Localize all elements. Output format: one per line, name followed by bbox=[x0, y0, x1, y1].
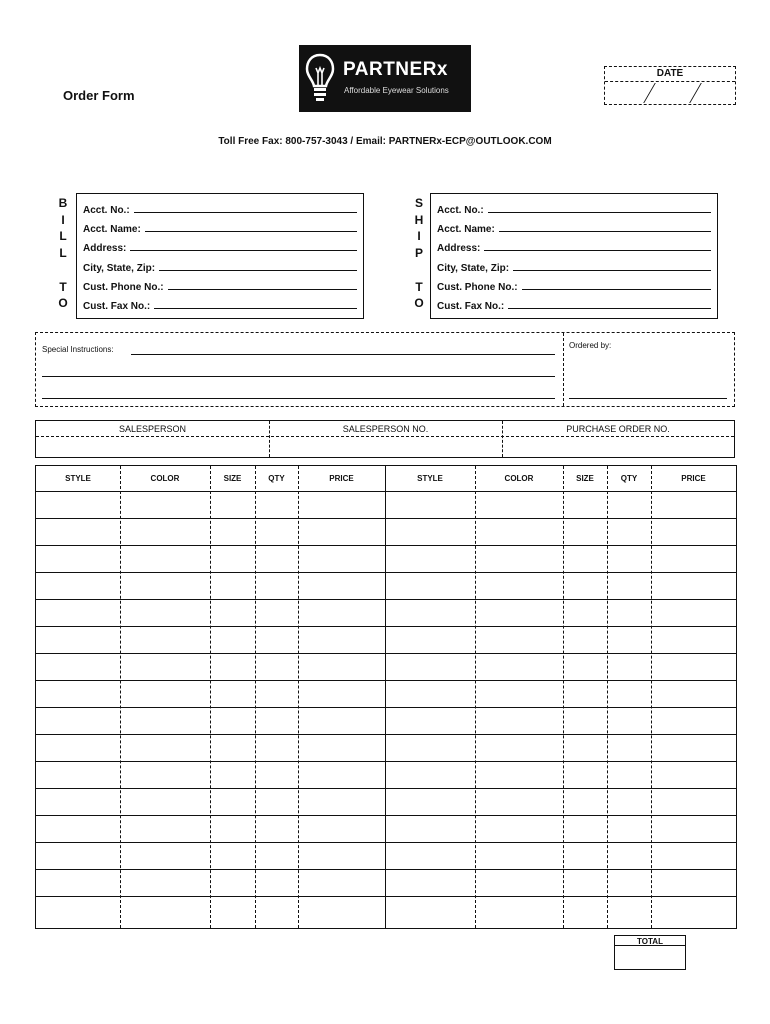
column-divider bbox=[607, 466, 608, 928]
column-divider bbox=[120, 466, 121, 928]
salesperson-col-divider-1 bbox=[269, 421, 270, 457]
ship-acct-no-field[interactable]: Acct. No.: bbox=[437, 198, 711, 216]
date-box[interactable] bbox=[604, 66, 736, 105]
form-title: Order Form bbox=[63, 88, 135, 103]
column-divider bbox=[563, 466, 564, 928]
special-instructions-label: Special Instructions: bbox=[42, 345, 114, 354]
salesperson-header: SALESPERSON bbox=[118, 424, 187, 434]
table-row-line bbox=[36, 842, 736, 843]
column-header-5: PRICE bbox=[329, 474, 354, 483]
table-row-line bbox=[36, 761, 736, 762]
partnerx-logo bbox=[299, 45, 471, 112]
table-row-line bbox=[36, 653, 736, 654]
column-divider bbox=[255, 466, 256, 928]
contact-line: Toll Free Fax: 800-757-3043 / Email: PARTNERx-ECP@OUTLOOK.COM bbox=[218, 136, 552, 147]
bill-city-state-zip-field[interactable]: City, State, Zip: bbox=[83, 256, 357, 274]
ship-address-field[interactable]: Address: bbox=[437, 236, 711, 254]
table-row-line bbox=[36, 572, 736, 573]
special-instructions-box[interactable] bbox=[35, 332, 735, 407]
column-divider bbox=[210, 466, 211, 928]
table-row-line bbox=[36, 734, 736, 735]
bill-to-letters: B I L L T O bbox=[58, 196, 68, 311]
ship-acct-name-field[interactable]: Acct. Name: bbox=[437, 217, 711, 235]
bill-fax-field[interactable]: Cust. Fax No.: bbox=[83, 294, 357, 312]
logo-tagline: Affordable Eyewear Solutions bbox=[344, 86, 449, 95]
po-number-header: PURCHASE ORDER NO. bbox=[566, 424, 670, 434]
ship-city-state-zip-field[interactable]: City, State, Zip: bbox=[437, 256, 711, 274]
table-row-line bbox=[36, 788, 736, 789]
table-row-line bbox=[36, 545, 736, 546]
ship-to-box bbox=[430, 193, 718, 319]
ship-to-letters: S H I P T O bbox=[414, 196, 424, 311]
bill-acct-name-field[interactable]: Acct. Name: bbox=[83, 217, 357, 235]
column-divider bbox=[475, 466, 476, 928]
ship-phone-field[interactable]: Cust. Phone No.: bbox=[437, 275, 711, 293]
table-row-line bbox=[36, 896, 736, 897]
column-divider bbox=[298, 466, 299, 928]
table-row-line bbox=[36, 518, 736, 519]
salesperson-header-divider bbox=[36, 436, 734, 437]
salesperson-no-header: SALESPERSON NO. bbox=[342, 424, 429, 434]
total-label: TOTAL bbox=[637, 937, 663, 946]
column-header-7: COLOR bbox=[504, 474, 534, 483]
column-divider bbox=[651, 466, 652, 928]
column-header-4: QTY bbox=[268, 474, 285, 483]
special-line-3 bbox=[42, 398, 555, 399]
table-row-line bbox=[36, 815, 736, 816]
table-row-line bbox=[36, 707, 736, 708]
column-header-3: SIZE bbox=[223, 474, 242, 483]
bill-to-box bbox=[76, 193, 364, 319]
table-row-line bbox=[36, 869, 736, 870]
special-line-1 bbox=[131, 354, 555, 355]
column-header-6: STYLE bbox=[417, 474, 443, 483]
bill-phone-field[interactable]: Cust. Phone No.: bbox=[83, 275, 357, 293]
table-row-line bbox=[36, 626, 736, 627]
bill-address-field[interactable]: Address: bbox=[83, 236, 357, 254]
column-header-1: STYLE bbox=[65, 474, 91, 483]
salesperson-col-divider-2 bbox=[502, 421, 503, 457]
ordered-by-divider bbox=[563, 333, 564, 406]
date-label: DATE bbox=[656, 68, 684, 79]
logo-brand: PARTNERx bbox=[343, 59, 448, 80]
lightbulb-icon bbox=[305, 52, 335, 104]
ordered-by-line bbox=[569, 398, 727, 399]
ordered-by-label: Ordered by: bbox=[569, 341, 612, 350]
special-line-2 bbox=[42, 376, 555, 377]
column-header-8: SIZE bbox=[576, 474, 594, 483]
salesperson-table bbox=[35, 420, 735, 458]
bill-acct-no-field[interactable]: Acct. No.: bbox=[83, 198, 357, 216]
total-box[interactable] bbox=[614, 935, 686, 970]
date-slash-1 bbox=[643, 83, 656, 103]
ship-fax-field[interactable]: Cust. Fax No.: bbox=[437, 294, 711, 312]
date-slash-2 bbox=[689, 83, 702, 103]
total-divider bbox=[615, 945, 685, 946]
table-row-line bbox=[36, 680, 736, 681]
table-row-line bbox=[36, 599, 736, 600]
column-divider bbox=[385, 466, 386, 928]
table-row-line bbox=[36, 491, 736, 492]
column-header-10: PRICE bbox=[681, 474, 706, 483]
column-header-2: COLOR bbox=[150, 474, 180, 483]
order-items-table bbox=[35, 465, 737, 929]
date-divider bbox=[605, 81, 735, 82]
column-header-9: QTY bbox=[620, 474, 638, 483]
